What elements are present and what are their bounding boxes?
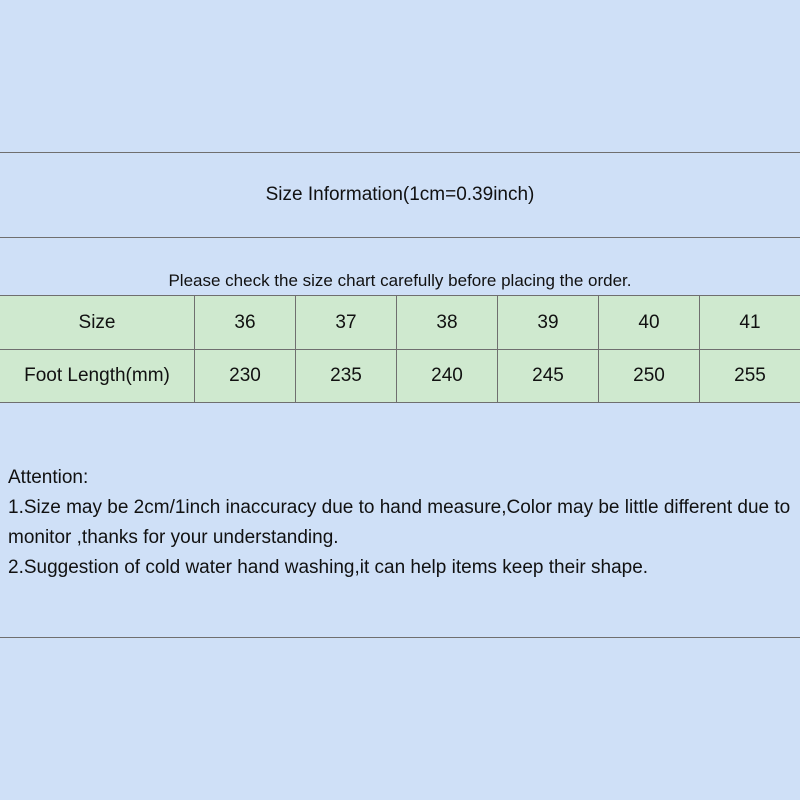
chart-title-row bbox=[0, 153, 800, 238]
size-cell-2: 37 bbox=[296, 296, 397, 349]
foot-length-cell-4: 245 bbox=[498, 350, 599, 402]
chart-subtitle-row bbox=[0, 238, 800, 296]
chart-subtitle: Please check the size chart carefully before placing the order. bbox=[168, 271, 632, 290]
size-cell-5: 40 bbox=[599, 296, 700, 349]
attention-heading: Attention: bbox=[8, 467, 89, 488]
foot-length-cell-6: 255 bbox=[700, 350, 800, 402]
foot-length-cell-5: 250 bbox=[599, 350, 700, 402]
page-title: Size Information(1cm=0.39inch) bbox=[265, 184, 535, 205]
foot-length-cell-1: 230 bbox=[195, 350, 296, 402]
size-chart-table bbox=[0, 152, 800, 638]
attention-line-2: 2.Suggestion of cold water hand washing,it can help items keep their shape. bbox=[8, 557, 649, 578]
size-cell-6: 41 bbox=[700, 296, 800, 349]
attention-section bbox=[0, 402, 800, 637]
attention-line-1: 1.Size may be 2cm/1inch inaccuracy due to hand measure,Color may be little different due to monitor ,thanks for your understanding. bbox=[8, 497, 791, 548]
table-row bbox=[0, 296, 800, 349]
size-cell-3: 38 bbox=[397, 296, 498, 349]
row-header-size: Size bbox=[0, 296, 195, 349]
table-row bbox=[0, 349, 800, 402]
size-cell-4: 39 bbox=[498, 296, 599, 349]
foot-length-cell-3: 240 bbox=[397, 350, 498, 402]
row-header-foot-length: Foot Length(mm) bbox=[0, 350, 195, 402]
size-cell-1: 36 bbox=[195, 296, 296, 349]
foot-length-cell-2: 235 bbox=[296, 350, 397, 402]
